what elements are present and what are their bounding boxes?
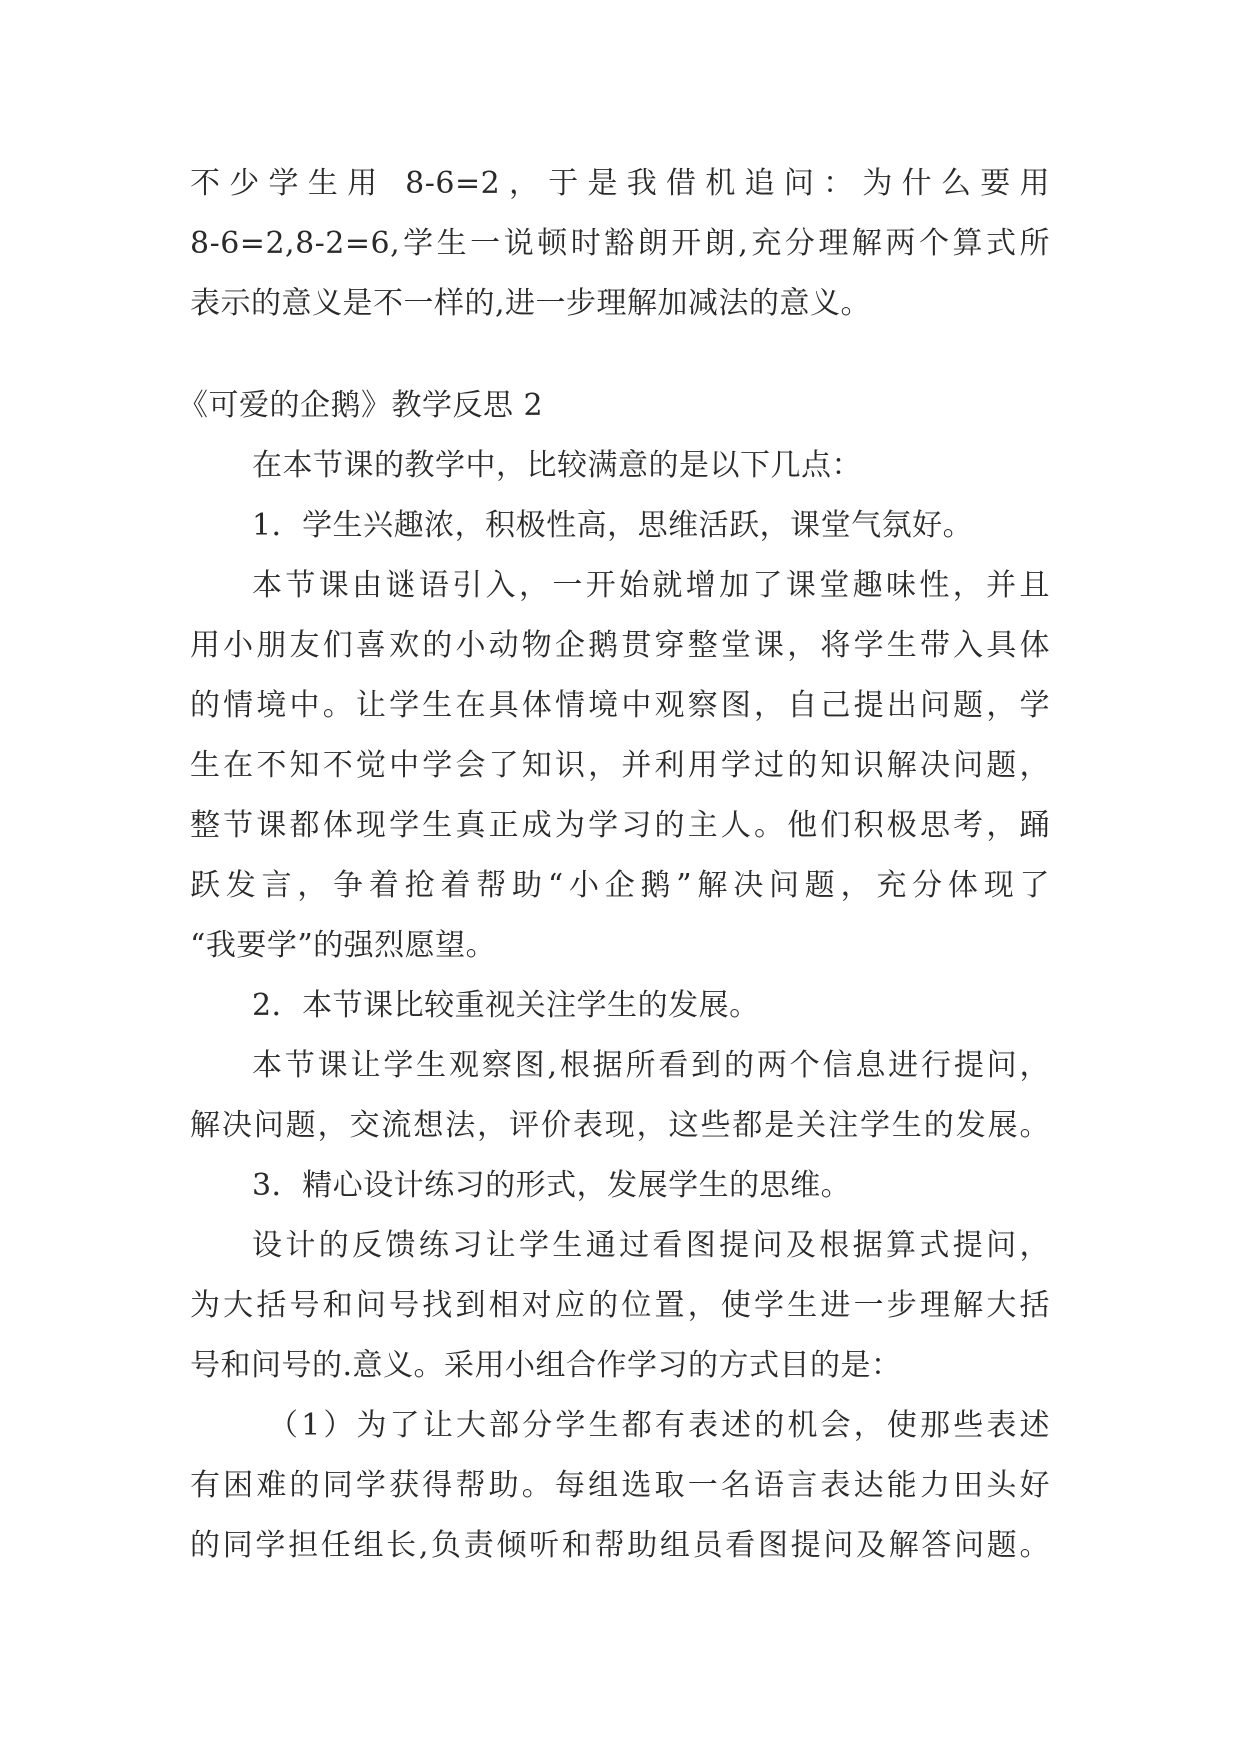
body-text-line: 本节课让学生观察图,根据所看到的两个信息进行提问， [252,1048,1050,1083]
body-text-line: 为大括号和问号找到相对应的位置，使学生进一步理解大括 [190,1288,1050,1323]
body-text-line: 在本节课的教学中，比较满意的是以下几点： [252,448,862,483]
body-text-line: 本节课由谜语引入，一开始就增加了课堂趣味性，并且 [252,568,1050,603]
body-text-line: 的情境中。让学生在具体情境中观察图，自己提出问题，学 [190,688,1050,723]
body-text-line: 用小朋友们喜欢的小动物企鹅贯穿整堂课，将学生带入具体 [190,628,1050,663]
body-text-line: （1）为了让大部分学生都有表述的机会，使那些表述 [268,1408,1050,1443]
list-item-heading: 1．学生兴趣浓，积极性高，思维活跃，课堂气氛好。 [252,508,974,543]
body-text-line: “我要学”的强烈愿望。 [190,928,497,963]
body-text-line: 有困难的同学获得帮助。每组选取一名语言表达能力田头好 [190,1468,1050,1503]
section-title: 《可爱的企鹅》教学反思 2 [178,388,544,423]
list-item-heading: 3．精心设计练习的形式，发展学生的思维。 [252,1168,852,1203]
body-text-line: 号和问号的.意义。采用小组合作学习的方式目的是： [190,1348,902,1383]
list-item-heading: 2．本节课比较重视关注学生的发展。 [252,988,760,1023]
body-text-line: 表示的意义是不一样的,进一步理解加减法的意义。 [190,286,872,321]
body-text-line: 设计的反馈练习让学生通过看图提问及根据算式提问， [252,1228,1050,1263]
body-text-line: 生在不知不觉中学会了知识，并利用学过的知识解决问题， [190,748,1050,783]
body-text-line: 的同学担任组长,负责倾听和帮助组员看图提问及解答问题。 [190,1528,1050,1563]
body-text-line: 整节课都体现学生真正成为学习的主人。他们积极思考，踊 [190,808,1050,843]
body-text-line: 跃发言，争着抢着帮助“小企鹅”解决问题，充分体现了 [190,868,1050,903]
body-text-line: 不少学生用 8-6=2，于是我借机追问：为什么要用 [190,166,1050,201]
body-text-line: 8-6=2,8-2=6,学生一说顿时豁朗开朗,充分理解两个算式所 [190,226,1050,261]
body-text-line: 解决问题，交流想法，评价表现，这些都是关注学生的发展。 [190,1108,1050,1143]
